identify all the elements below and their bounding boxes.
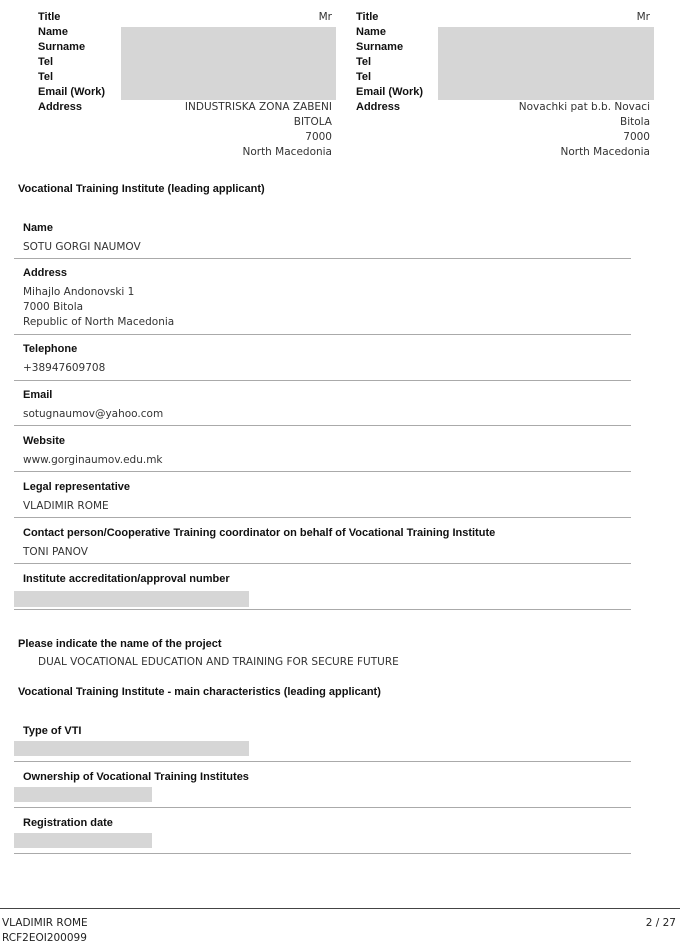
field-legal-representative	[23, 480, 631, 514]
address-line: BITOLA	[293, 116, 332, 128]
field-accreditation-number	[23, 572, 631, 586]
field-label: Registration date	[23, 817, 113, 829]
project-name: DUAL VOCATIONAL EDUCATION AND TRAINING FOR SECURE FUTURE	[38, 656, 399, 668]
contact-address-label: Address	[38, 101, 83, 113]
field-telephone	[23, 342, 631, 376]
divider	[14, 334, 631, 335]
address-line: Bitola	[619, 116, 650, 128]
contact-title-label: Title	[38, 11, 61, 23]
footer-reference: RCF2EOI200099	[2, 932, 87, 944]
divider	[14, 563, 631, 564]
project-label: Please indicate the name of the project	[18, 638, 222, 650]
field-ownership	[23, 770, 631, 784]
field-value	[23, 285, 631, 330]
field-label: Contact person/Cooperative Training coordinator on behalf of Vocational Training Institute	[23, 527, 496, 539]
field-label: Email	[23, 389, 53, 401]
footer-name: VLADIMIR ROME	[2, 917, 88, 929]
field-value: sotugnaumov@yahoo.com	[23, 408, 164, 420]
contact-tel-label: Tel	[38, 71, 54, 83]
redacted-value	[14, 787, 152, 802]
contact-name-label: Name	[38, 26, 68, 38]
field-value: SOTU GORGI NAUMOV	[23, 241, 141, 253]
divider	[14, 761, 631, 762]
divider	[14, 853, 631, 854]
page-number: 2 / 27	[645, 917, 676, 929]
redacted-value	[14, 833, 152, 848]
address-line: Novachki pat b.b. Novaci	[518, 101, 650, 113]
contact-title-value: Mr	[318, 11, 332, 23]
contact-title-value: Mr	[636, 11, 650, 23]
field-value: www.gorginaumov.edu.mk	[23, 454, 163, 466]
contact-tel-label: Tel	[356, 56, 372, 68]
redacted-contact-details	[121, 27, 336, 100]
field-label: Website	[23, 435, 65, 447]
field-label: Institute accreditation/approval number	[23, 573, 230, 585]
section-title-vti: Vocational Training Institute (leading applicant)	[18, 183, 265, 195]
field-contact-person	[23, 526, 631, 560]
field-label: Ownership of Vocational Training Institutes	[23, 771, 249, 783]
address-line: Mihajlo Andonovski 1	[23, 286, 135, 298]
field-label: Telephone	[23, 343, 78, 355]
redacted-value	[14, 741, 249, 756]
address-line: INDUSTRISKA ZONA ZABENI	[184, 101, 332, 113]
field-label: Legal representative	[23, 481, 130, 493]
section-title-characteristics: Vocational Training Institute - main characteristics (leading applicant)	[18, 686, 381, 698]
contact-address-label: Address	[356, 101, 401, 113]
field-value: TONI PANOV	[23, 546, 88, 558]
field-name	[23, 221, 631, 255]
contact-surname-label: Surname	[38, 41, 86, 53]
divider	[14, 425, 631, 426]
footer-divider	[0, 908, 680, 909]
address-line: North Macedonia	[560, 146, 650, 158]
address-line: 7000	[623, 131, 650, 143]
divider	[14, 609, 631, 610]
field-email	[23, 388, 631, 422]
divider	[14, 471, 631, 472]
field-value: VLADIMIR ROME	[23, 500, 109, 512]
redacted-contact-details	[438, 27, 654, 100]
address-line: 7000 Bitola	[23, 301, 84, 313]
divider	[14, 517, 631, 518]
contact-name-label: Name	[356, 26, 386, 38]
field-registration-date	[23, 816, 631, 830]
address-line: 7000	[305, 131, 332, 143]
contact-tel-label: Tel	[356, 71, 372, 83]
divider	[14, 258, 631, 259]
field-value: +38947609708	[23, 362, 106, 374]
contact-surname-label: Surname	[356, 41, 404, 53]
field-type-of-vti	[23, 724, 631, 738]
contact-tel-label: Tel	[38, 56, 54, 68]
contact-email-label: Email (Work)	[38, 86, 106, 98]
field-address	[23, 266, 631, 330]
field-label: Address	[23, 267, 68, 279]
address-line: Republic of North Macedonia	[23, 316, 175, 328]
redacted-value	[14, 591, 249, 607]
field-label: Name	[23, 222, 53, 234]
address-line: North Macedonia	[242, 146, 332, 158]
contact-title-label: Title	[356, 11, 379, 23]
field-website	[23, 434, 631, 468]
contact-email-label: Email (Work)	[356, 86, 424, 98]
divider	[14, 807, 631, 808]
field-label: Type of VTI	[23, 725, 82, 737]
divider	[14, 380, 631, 381]
